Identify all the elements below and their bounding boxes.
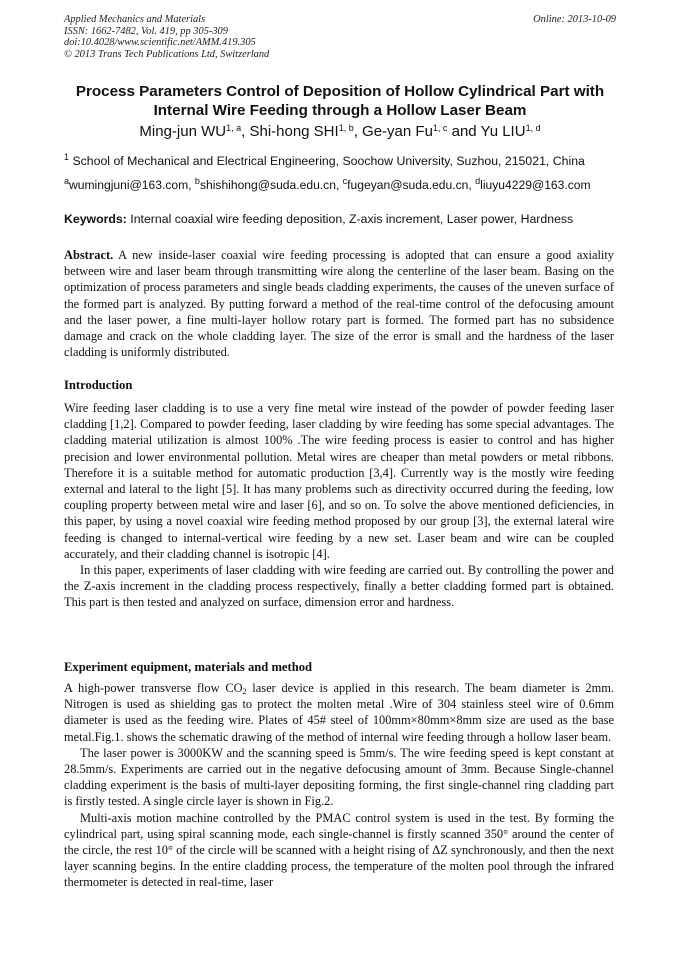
- email-mark: a: [64, 176, 70, 186]
- introduction-body: [64, 400, 614, 611]
- author-list: [64, 122, 616, 141]
- introduction-paragraph-1: Wire feeding laser cladding is to use a very fine metal wire instead of the powder of powder feeding laser cladding [1,2]. Compared to powder feeding, laser cladding by wire feeding has some special advantages. The cladding material utilization is almost 100% .The wire feeding process is easier to control and has higher precision and lower environmental pollution. Metal wires are cheaper than metal powders or metal ribbons. Therefore it is a suitable method for automatic production [3,4]. Currently way is the mostly wire feeding external and lateral to the light [5]. It has many problems such as directivity occurred during the feeding, low coupling property between metal wire and laser [6], and so on. To solve the above mentioned deficiencies, in this paper, by using a novel coaxial wire feeding method proposed by our group [3], the external lateral wire feeding is changed to internal-vertical wire feeding by a new set. Laser beam and wire can be coupled accurately, and their cladding channel is isotropic [4].: [64, 401, 614, 561]
- journal-name: Applied Mechanics and Materials: [64, 14, 206, 25]
- keywords-text: Internal coaxial wire feeding deposition, Z-axis increment, Laser power, Hardness: [130, 212, 574, 226]
- section-heading-introduction: Introduction: [64, 378, 133, 392]
- abstract: [64, 247, 614, 360]
- experiment-paragraph-3: Multi-axis motion machine controlled by the PMAC control system is used in the test. By forming the cylindrical part, using spiral scanning mode, each single-channel is firstly scanned 350° around the center of the circle, the rest 10° of the circle will be scanned with a height rising of ΔZ synchronously, and then the next layer scanning begins. In the entire cladding process, the temperature of the molten pool through the infrared thermometer is detected in real-time, laser: [64, 810, 614, 890]
- author-affiliation-mark: 1, b: [338, 123, 354, 133]
- experiment-paragraph-2: The laser power is 3000KW and the scanning speed is 5mm/s. The wire feeding speed is kept constant at 28.5mm/s. Experiments are carried out in the negative defocusing amount of 3mm. Because Single-channel cladding experiment is the basis of multi-layer depositing forming, the first single-channel ring cladding part is firstly tested. A single circle layer is shown in Fig.2.: [64, 745, 614, 809]
- abstract-text: A new inside-laser coaxial wire feeding processing is adopted that can ensure a good axiality between wire and laser beam through transmitting wire along the centerline of the laser beam. Basing on the optimization of process parameters and single beads cladding experiments, the causes of the uneven surface of the formed part is analyzed. By putting forward a method of the real-time control of the defocusing amount and the laser power, a fine multi-layer hollow rotary part is formed. The formed part has no subsidence damage and crack on the whole cladding layer. The size of the error is small and the hardness of the laser cladding is uniformly distributed.: [64, 248, 614, 360]
- author-name: Ming-jun WU: [139, 123, 227, 140]
- author-separator: ,: [241, 123, 250, 140]
- journal-header: [64, 14, 616, 60]
- author-affiliation-mark: 1, a: [226, 123, 242, 133]
- author-affiliation-mark: 1, d: [525, 123, 541, 133]
- email-address[interactable]: wumingjuni@163.com: [69, 178, 189, 192]
- affiliation-mark: 1: [64, 152, 70, 162]
- email-mark: c: [342, 176, 348, 186]
- email-mark: d: [475, 176, 481, 186]
- author-name: Shi-hong SHI: [249, 123, 339, 140]
- experiment-body: [64, 680, 614, 891]
- author-name: Ge-yan Fu: [362, 123, 433, 140]
- abstract-label: Abstract.: [64, 248, 114, 262]
- paper-title: Process Parameters Control of Deposition of Hollow Cylindrical Part with Internal Wire Feeding through a Hollow Laser Beam: [75, 83, 605, 119]
- author-name: Yu LIU: [480, 123, 526, 140]
- journal-copyright: © 2013 Trans Tech Publications Ltd, Switzerland: [64, 48, 270, 60]
- email-address[interactable]: shishihong@suda.edu.cn: [199, 178, 336, 192]
- email-address[interactable]: fugeyan@suda.edu.cn: [347, 178, 469, 192]
- experiment-paragraph-1: [64, 680, 614, 745]
- author-separator: ,: [353, 123, 363, 140]
- introduction-paragraph-2: In this paper, experiments of laser cladding with wire feeding are carried out. By controlling the power and the Z-axis increment in the cladding process respectively, finally a better cladding formed part is obtained. This part is then tested and analyzed on surface, dimension error and hardness.: [64, 563, 614, 610]
- experiment-paragraph-1-start: A high-power transverse flow CO: [64, 681, 243, 695]
- section-heading-experiment: Experiment equipment, materials and method: [64, 660, 313, 674]
- keywords: [64, 212, 624, 227]
- keywords-label: Keywords:: [64, 212, 127, 226]
- affiliation: [64, 154, 624, 169]
- journal-doi[interactable]: doi:10.4028/www.scientific.net/AMM.419.305: [64, 37, 256, 49]
- journal-issn: ISSN: 1662-7482, Vol. 419, pp 305-309: [64, 25, 228, 37]
- experiment-paragraph-1-rest: laser device is applied in this research. The beam diameter is 2mm. Nitrogen is used as shielding gas to protect the molten metal .Wire of 304 stainless steel wire of 0.6mm diameter is used as the feeding wire. Plates of 45# steel of 100mm×80mm×8mm size are used as the base metal.Fig.1. shows the schematic drawing of the method of internal wire feeding through a hollow laser beam.: [64, 681, 614, 744]
- email-list: $^a$wumingjuni@163.com, $^b$shishihong@suda.edu.cn, $^c$fugeyan@suda.edu.cn, $^d$liuyu4229@163.com: [64, 176, 591, 192]
- author-affiliation-mark: 1, c: [432, 123, 448, 133]
- author-separator: and: [447, 123, 481, 140]
- co2-subscript: 2: [242, 687, 247, 696]
- online-date: Online: 2013-10-09: [533, 14, 616, 25]
- email-address[interactable]: liuyu4229@163.com: [480, 178, 591, 192]
- affiliation-text: School of Mechanical and Electrical Engineering, Soochow University, Suzhou, 215021, China: [72, 154, 585, 168]
- email-mark: b: [194, 176, 200, 186]
